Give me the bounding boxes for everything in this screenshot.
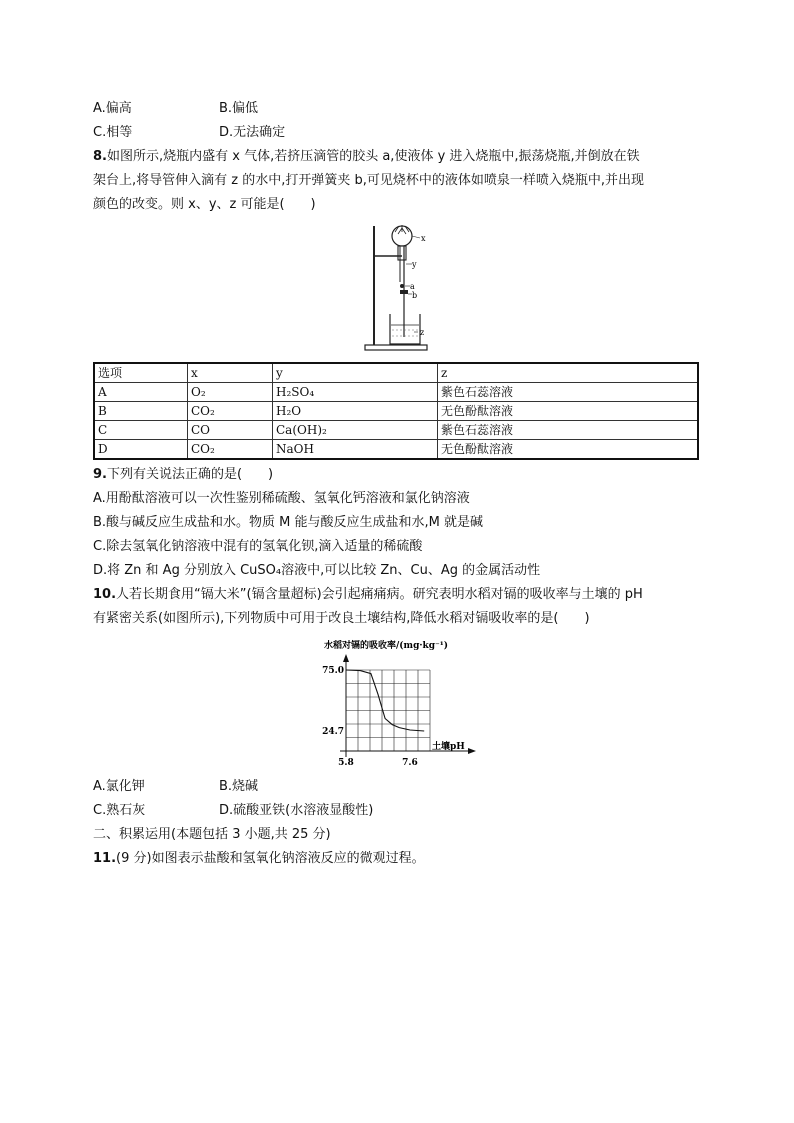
q10-stem-line2: 有紧密关系(如图所示),下列物质中可用于改良土壤结构,降低水稻对镉吸收率的是( ) — [93, 611, 590, 626]
table-cell: 紫色石蕊溶液 — [438, 383, 699, 402]
chart-y-tick-label: 75.0 — [322, 666, 344, 676]
q7-option-a: A.偏高 — [93, 101, 132, 116]
table-cell: Ca(OH)₂ — [273, 421, 438, 440]
q9-option-b: B.酸与碱反应生成盐和水。物质 M 能与酸反应生成盐和水,M 就是碱 — [93, 515, 484, 530]
figure-label-b: b — [412, 291, 418, 300]
section-heading: 二、积累运用(本题包括 3 小题,共 25 分) — [93, 827, 331, 842]
q8-stem-line2: 架台上,将导管伸入滴有 z 的水中,打开弹簧夹 b,可见烧杯中的液体如喷泉一样喷入烧瓶中,并出现 — [93, 173, 645, 188]
table-cell: 无色酚酞溶液 — [438, 402, 699, 421]
table-cell: CO — [188, 421, 273, 440]
table-row — [94, 440, 698, 460]
q7-option-b: B.偏低 — [219, 101, 259, 116]
figure-label-x: x — [421, 234, 426, 243]
table-cell: CO₂ — [188, 440, 273, 460]
cadmium-absorption-chart — [300, 634, 490, 772]
table-row — [94, 402, 698, 421]
table-row — [94, 421, 698, 440]
chart-y-tick-label: 24.7 — [322, 727, 344, 737]
chart-x-tick-label: 5.8 — [338, 758, 354, 768]
table-cell: NaOH — [273, 440, 438, 460]
q8-line1-text: 如图所示,烧瓶内盛有 x 气体,若挤压滴管的胶头 a,使液体 y 进入烧瓶中,振荡烧瓶,并倒放在铁 — [106, 149, 640, 164]
chart-x-axis-arrow — [468, 748, 476, 754]
q9-option-a: A.用酚酞溶液可以一次性鉴别稀硫酸、氢氧化钙溶液和氯化钠溶液 — [93, 491, 470, 506]
table-cell: 紫色石蕊溶液 — [438, 421, 699, 440]
table-cell: A — [94, 383, 188, 402]
figure-label-z: z — [420, 328, 425, 337]
q7-option-d: D.无法确定 — [219, 125, 286, 140]
q9-option-c: C.除去氢氧化钠溶液中混有的氢氧化钡,滴入适量的稀硫酸 — [93, 539, 423, 554]
q7-option-c: C.相等 — [93, 125, 133, 140]
q10-option-a: A.氯化钾 — [93, 779, 145, 794]
table-cell: H₂SO₄ — [273, 383, 438, 402]
q8-stem-line3: 颜色的改变。则 x、y、z 可能是( ) — [93, 197, 316, 212]
q8-number: 8. — [93, 149, 107, 164]
table-cell: O₂ — [188, 383, 273, 402]
chart-y-axis-label: 水稻对镉的吸收率/(mg·kg⁻¹) — [324, 641, 448, 651]
table-cell: CO₂ — [188, 402, 273, 421]
chart-y-axis-arrow — [343, 654, 349, 662]
table-header-cell: z — [438, 363, 699, 383]
q10-stem-line1 — [93, 586, 643, 604]
q10-option-c: C.熟石灰 — [93, 803, 146, 818]
table-cell: D — [94, 440, 188, 460]
q11-stem — [93, 850, 425, 868]
q10-option-b: B.烧碱 — [219, 779, 259, 794]
table-cell: 无色酚酞溶液 — [438, 440, 699, 460]
q9-number: 9. — [93, 467, 107, 482]
q9-stem-text: 下列有关说法正确的是( ) — [106, 467, 274, 482]
q11-stem-text: (9 分)如图表示盐酸和氢氧化钠溶液反应的微观过程。 — [116, 851, 425, 866]
table-cell: H₂O — [273, 402, 438, 421]
table-header-row — [94, 363, 698, 383]
fountain-apparatus-figure — [362, 222, 432, 354]
chart-x-tick-label: 7.6 — [402, 758, 418, 768]
q11-number: 11. — [93, 851, 117, 866]
table-header-cell: x — [188, 363, 273, 383]
q10-option-d: D.硫酸亚铁(水溶液显酸性) — [219, 803, 374, 818]
q8-stem-line1 — [93, 148, 640, 166]
figure-label-y: y — [412, 260, 417, 269]
table-row — [94, 383, 698, 402]
figure-label-a: a — [410, 282, 415, 291]
table-header-cell: y — [273, 363, 438, 383]
table-cell: B — [94, 402, 188, 421]
q10-number: 10. — [93, 587, 117, 602]
q10-line1-text: 人若长期食用“镉大米”(镉含量超标)会引起痛痛病。研究表明水稻对镉的吸收率与土壤的 pH — [116, 587, 643, 602]
q9-option-d: D.将 Zn 和 Ag 分别放入 CuSO₄溶液中,可以比较 Zn、Cu、Ag 的金属活动性 — [93, 563, 541, 578]
table-header-cell: 选项 — [94, 363, 188, 383]
q8-options-table — [93, 362, 699, 460]
q9-stem — [93, 466, 273, 484]
chart-x-axis-label: 土壤pH — [432, 742, 465, 752]
table-cell: C — [94, 421, 188, 440]
